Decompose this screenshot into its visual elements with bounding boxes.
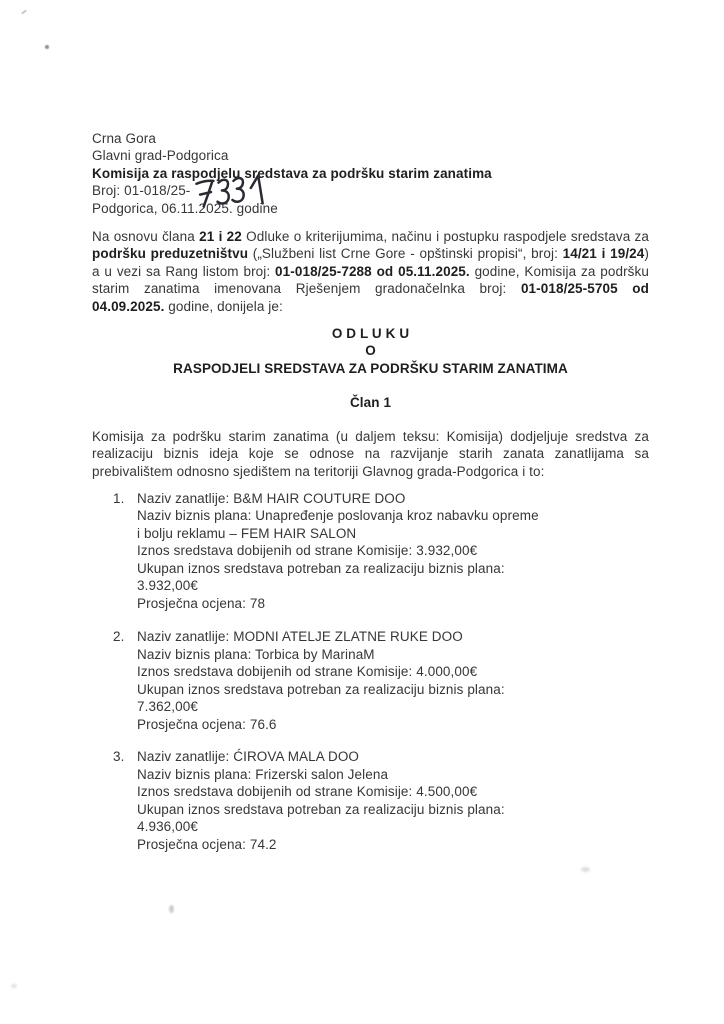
item-lines (137, 748, 649, 853)
scan-speck (11, 984, 17, 988)
header-number-line (92, 182, 649, 199)
scan-speck (169, 905, 174, 913)
item-line: Ukupan iznos sredstava potreban za realizaciju biznis plana: (137, 560, 505, 576)
item-line: Ukupan iznos sredstava potreban za realizaciju biznis plana: (137, 681, 505, 697)
scan-speck (581, 867, 590, 872)
text-segment: („Službeni list Crne Gore - opštinski propisi“, broj: (248, 246, 563, 262)
item-line: 3.932,00€ (137, 578, 198, 594)
article-1-heading: Član 1 (349, 395, 392, 411)
scan-speck (45, 45, 49, 49)
item-line: Naziv biznis plana: Unapređenje poslovanja kroz nabavku opreme (137, 508, 539, 524)
grant-item-1 (92, 490, 649, 613)
grant-item-2 (92, 628, 649, 733)
text-segment: 21 i 22 (199, 229, 242, 245)
item-line: i bolju reklamu – FEM HAIR SALON (137, 525, 357, 541)
article-1-paragraph (92, 428, 649, 480)
item-line: Naziv zanatlije: B&M HAIR COUTURE DOO (137, 490, 406, 506)
text-segment: godine, donijela je: (164, 298, 283, 314)
header-city: Glavni grad-Podgorica (92, 148, 229, 164)
item-lines (137, 490, 649, 613)
item-line: Ukupan iznos sredstava potreban za realizaciju biznis plana: (137, 801, 505, 817)
text-segment: podršku preduzetništvu (92, 246, 249, 262)
handwritten-number-7331 (193, 170, 269, 214)
document-number-label: Broj: 01-018/25- (92, 183, 191, 199)
text-segment: ) a u vezi sa Rang listom broj: (92, 246, 649, 279)
text-segment: Komisija za podršku starim zanatima (u daljem teksu: Komisija) dodjeljuje sredstva za realizaciju biznis ideja koje se odnose na razvijanje starih zanata zanatlijama sa prebivalištem odnosno sjedištem na teritoriji Glavnog grada-Podgorica i to: (92, 428, 649, 479)
item-line: Naziv biznis plana: Torbica by MarinaM (137, 646, 375, 662)
item-line: Iznos sredstava dobijenih od strane Komisije: 4.500,00€ (137, 784, 478, 800)
text-segment: 01-018/25-5705 od 04.09.2025. (92, 281, 650, 314)
item-number: 3. (113, 749, 125, 765)
text-segment: 14/21 i 19/24 (562, 246, 645, 262)
text-segment: godine, Komisija za podršku starim zanatima imenovana Rješenjem gradonačelnka broj: (92, 263, 649, 297)
item-line: Iznos sredstava dobijenih od strane Komisije: 4.000,00€ (137, 664, 478, 680)
decision-title-preposition: O (365, 343, 376, 359)
grant-item-3 (92, 748, 649, 853)
item-line: Naziv zanatlije: ĆIROVA MALA DOO (137, 749, 360, 765)
item-number: 1. (113, 490, 125, 506)
item-line: Naziv biznis plana: Frizerski salon Jelena (137, 766, 389, 782)
item-number: 2. (113, 629, 125, 645)
item-line: Naziv zanatlije: MODNI ATELJE ZLATNE RUKE DOO (137, 629, 463, 645)
document-content (92, 130, 649, 853)
item-lines (137, 628, 649, 733)
header-place-date: Podgorica, 06.11.2025. godine (92, 200, 278, 216)
item-line: Prosječna ocjena: 76.6 (137, 716, 277, 732)
header-country: Crna Gora (92, 131, 156, 146)
document-header (92, 130, 649, 217)
item-line: Prosječna ocjena: 74.2 (137, 836, 277, 852)
item-line: Iznos sredstava dobijenih od strane Komisije: 3.932,00€ (137, 543, 478, 559)
item-line: 4.936,00€ (137, 819, 198, 835)
text-segment: Na osnovu člana (92, 229, 200, 245)
header-commission: Komisija za raspodjelu sredstava za podršku starim zanatima (92, 165, 492, 181)
item-line: Prosječna ocjena: 78 (137, 595, 266, 611)
scan-speck (21, 9, 27, 14)
text-segment: Odluke o kriterijumima, načinu i postupku raspodjele sredstava za (241, 229, 650, 245)
intro-paragraph (92, 228, 649, 315)
text-segment: 01-018/25-7288 od 05.11.2025. (275, 263, 470, 279)
decision-title-word: O D L U K U (331, 326, 410, 342)
decision-title-subject: RASPODJELI SREDSTAVA ZA PODRŠKU STARIM ZANATIMA (173, 360, 568, 376)
decision-title (92, 325, 649, 377)
item-line: 7.362,00€ (137, 699, 198, 715)
